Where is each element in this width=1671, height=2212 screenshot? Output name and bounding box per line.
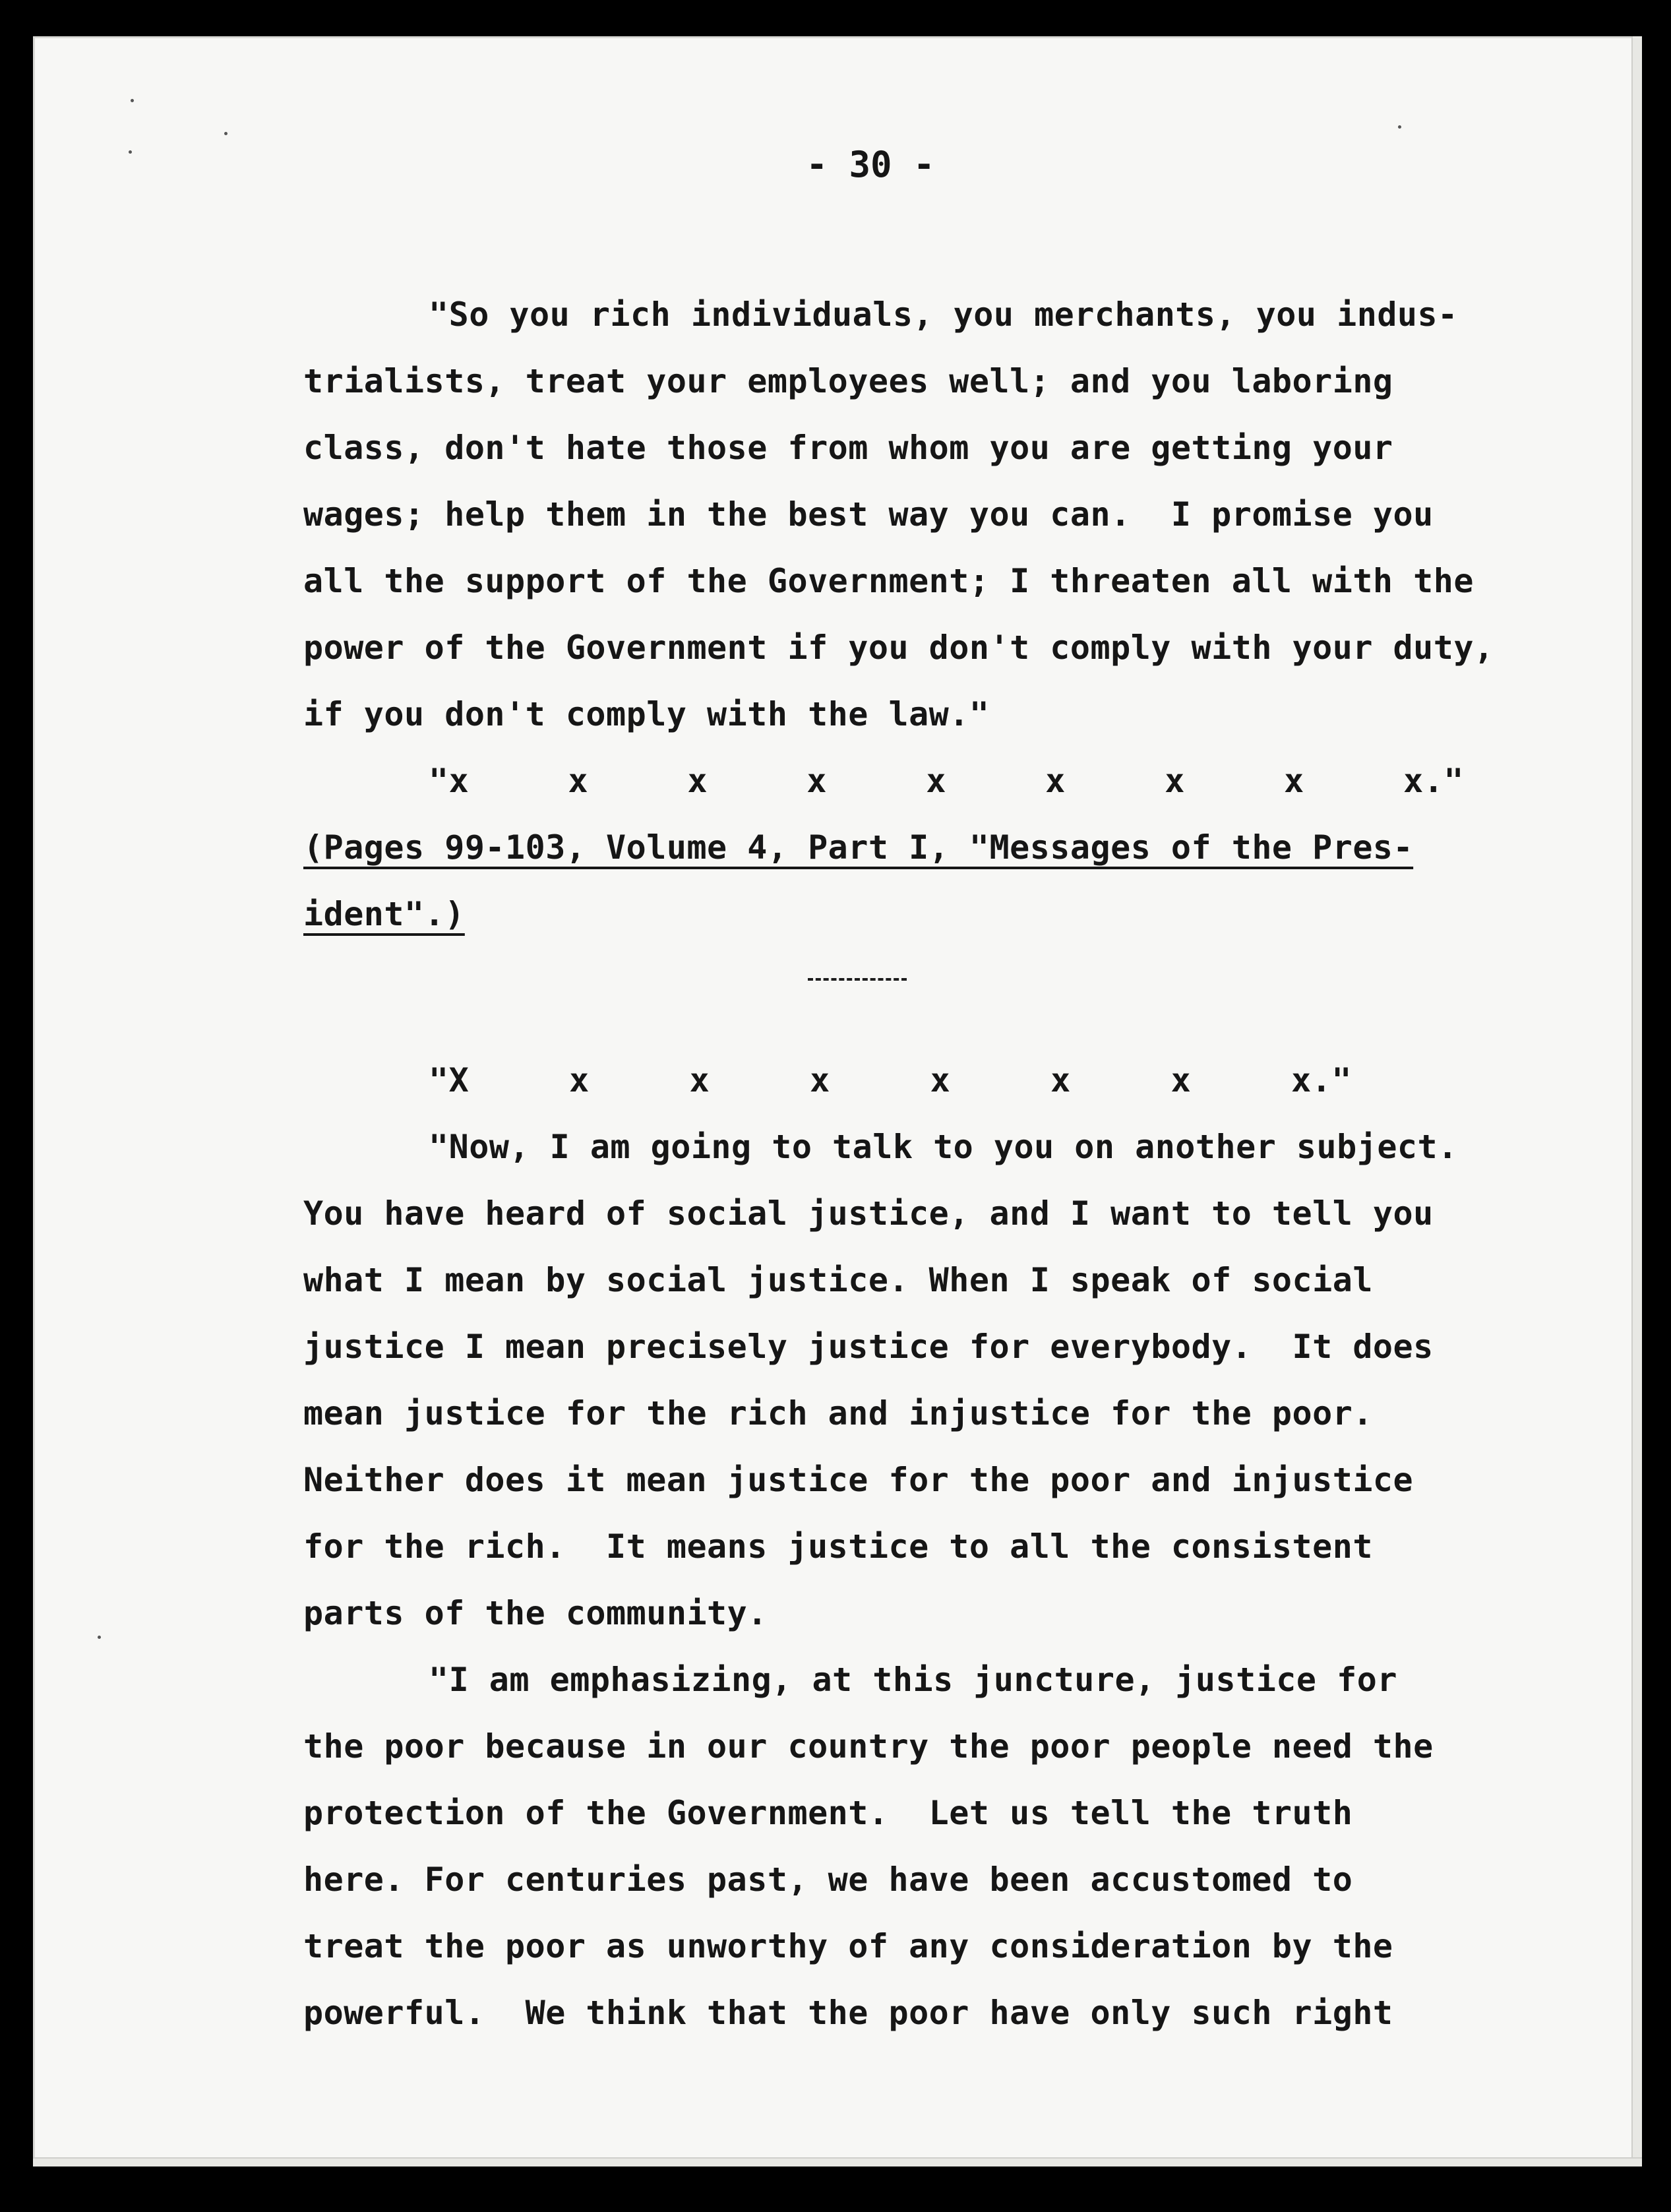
text-line: trialists, treat your employees well; and you laboring — [303, 362, 1393, 400]
text-line: powerful. We think that the poor have only such right — [303, 1994, 1393, 2032]
ellipsis-mark: x — [1170, 1061, 1192, 1099]
ellipsis-mark: x — [1050, 1061, 1071, 1099]
paragraph-1 — [303, 282, 1494, 948]
dust-speck — [129, 150, 132, 154]
ellipsis-row — [303, 748, 1464, 814]
text-line: "I am emphasizing, at this juncture, justice for — [429, 1661, 1397, 1699]
page-bottom-edge — [33, 2157, 1642, 2166]
page-number: - 30 - — [806, 144, 935, 185]
text-line: if you don't comply with the law." — [303, 695, 990, 733]
page-right-edge — [1631, 36, 1642, 2166]
text-line: "Now, I am going to talk to you on another subject. — [429, 1128, 1458, 1166]
ellipsis-mark: x." — [1291, 1061, 1352, 1099]
text-line: class, don't hate those from whom you are getting your — [303, 429, 1393, 467]
dust-speck — [224, 132, 228, 135]
dust-speck — [1398, 125, 1401, 129]
ellipsis-mark: x — [1045, 762, 1066, 800]
text-line: wages; help them in the best way you can. I promise you — [303, 495, 1434, 534]
text-line: power of the Government if you don't comply with your duty, — [303, 629, 1494, 667]
text-line: Neither does it mean justice for the poor and injustice — [303, 1461, 1414, 1499]
text-line: here. For centuries past, we have been accustomed to — [303, 1860, 1353, 1899]
paragraph-2 — [303, 1047, 1464, 2046]
ellipsis-mark: x — [930, 1061, 951, 1099]
text-line: all the support of the Government; I threaten all with the — [303, 562, 1474, 600]
ellipsis-mark: "X — [429, 1061, 470, 1099]
dust-speck — [98, 1636, 101, 1639]
text-line: mean justice for the rich and injustice for the poor. — [303, 1394, 1373, 1432]
dust-speck — [131, 99, 134, 102]
text-line: treat the poor as unworthy of any consideration by the — [303, 1927, 1393, 1965]
ellipsis-mark: x — [1165, 762, 1185, 800]
section-separator — [808, 978, 907, 985]
text-line: what I mean by social justice. When I speak of social — [303, 1261, 1373, 1299]
text-line: You have heard of social justice, and I want to tell you — [303, 1194, 1434, 1233]
citation-line: ident".) — [303, 895, 465, 933]
ellipsis-mark: x — [689, 1061, 710, 1099]
ellipsis-mark: x — [810, 1061, 830, 1099]
ellipsis-mark: x — [569, 1061, 590, 1099]
text-line: the poor because in our country the poor people need the — [303, 1727, 1434, 1766]
text-line: protection of the Government. Let us tell the truth — [303, 1794, 1353, 1832]
ellipsis-mark: x." — [1403, 762, 1464, 800]
ellipsis-mark: x — [806, 762, 828, 800]
ellipsis-mark: x — [926, 762, 946, 800]
text-line: "So you rich individuals, you merchants, you indus- — [429, 295, 1458, 334]
ellipsis-mark: x — [568, 762, 589, 800]
ellipsis-mark: x — [1284, 762, 1304, 800]
citation-line: (Pages 99-103, Volume 4, Part I, "Messages of the Pres- — [303, 828, 1414, 867]
ellipsis-mark: x — [687, 762, 708, 800]
text-line: for the rich. It means justice to all the consistent — [303, 1527, 1373, 1566]
ellipsis-row — [303, 1047, 1352, 1114]
text-line: justice I mean precisely justice for everybody. It does — [303, 1328, 1434, 1366]
ellipsis-mark: "x — [429, 762, 470, 800]
text-line: parts of the community. — [303, 1594, 768, 1632]
